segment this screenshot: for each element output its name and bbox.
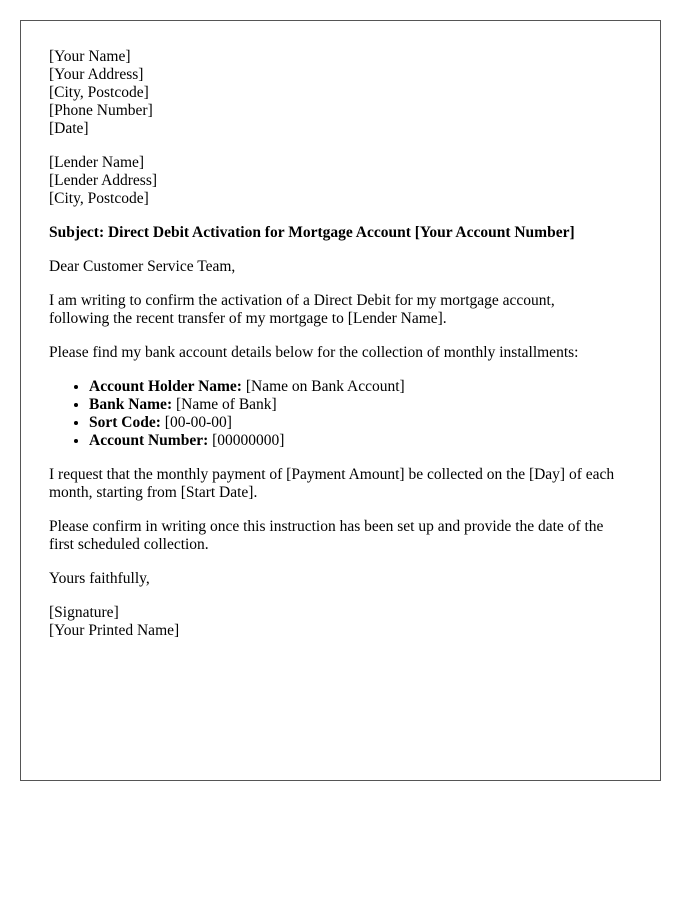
bank-details-list [49, 378, 632, 450]
confirmation-paragraph [49, 518, 632, 554]
sender-name: [Your Name] [49, 48, 131, 65]
account-holder-label: Account Holder Name: [89, 378, 242, 395]
letter-date: [Date] [49, 120, 89, 137]
recipient-name: [Lender Name] [49, 154, 145, 171]
payment-line-2: month, starting from [Start Date]. [49, 484, 258, 501]
sender-block [49, 48, 632, 138]
recipient-block [49, 154, 632, 208]
confirmation-line-2: first scheduled collection. [49, 536, 209, 553]
payment-line-1: I request that the monthly payment of [Payment Amount] be collected on the [Day] of each [49, 466, 615, 483]
subject-line: Subject: Direct Debit Activation for Mortgage Account [Your Account Number] [49, 224, 575, 241]
account-number-label: Account Number: [89, 432, 209, 449]
list-item [89, 432, 632, 450]
account-holder-value: [Name on Bank Account] [241, 378, 405, 395]
sort-code-label: Sort Code: [89, 414, 161, 431]
printed-name: [Your Printed Name] [49, 622, 180, 639]
payment-paragraph [49, 466, 632, 502]
salutation: Dear Customer Service Team, [49, 258, 236, 275]
account-number-value: [00000000] [208, 432, 285, 449]
intro-paragraph [49, 292, 632, 328]
closing: Yours faithfully, [49, 570, 150, 587]
list-item [89, 378, 632, 396]
signature-block [49, 604, 632, 640]
list-item [89, 414, 632, 432]
signature: [Signature] [49, 604, 119, 621]
sender-city-postcode: [City, Postcode] [49, 84, 149, 101]
list-item [89, 396, 632, 414]
letter-page [20, 20, 661, 781]
details-intro-paragraph: Please find my bank account details below for the collection of monthly installments: [49, 344, 579, 361]
confirmation-line-1: Please confirm in writing once this instruction has been set up and provide the date of the [49, 518, 604, 535]
recipient-city-postcode: [City, Postcode] [49, 190, 149, 207]
intro-line-1: I am writing to confirm the activation of a Direct Debit for my mortgage account, [49, 292, 555, 309]
recipient-address: [Lender Address] [49, 172, 158, 189]
bank-name-label: Bank Name: [89, 396, 173, 413]
sender-phone: [Phone Number] [49, 102, 153, 119]
sender-address: [Your Address] [49, 66, 144, 83]
bank-name-value: [Name of Bank] [172, 396, 277, 413]
intro-line-2: following the recent transfer of my mortgage to [Lender Name]. [49, 310, 447, 327]
sort-code-value: [00-00-00] [160, 414, 232, 431]
